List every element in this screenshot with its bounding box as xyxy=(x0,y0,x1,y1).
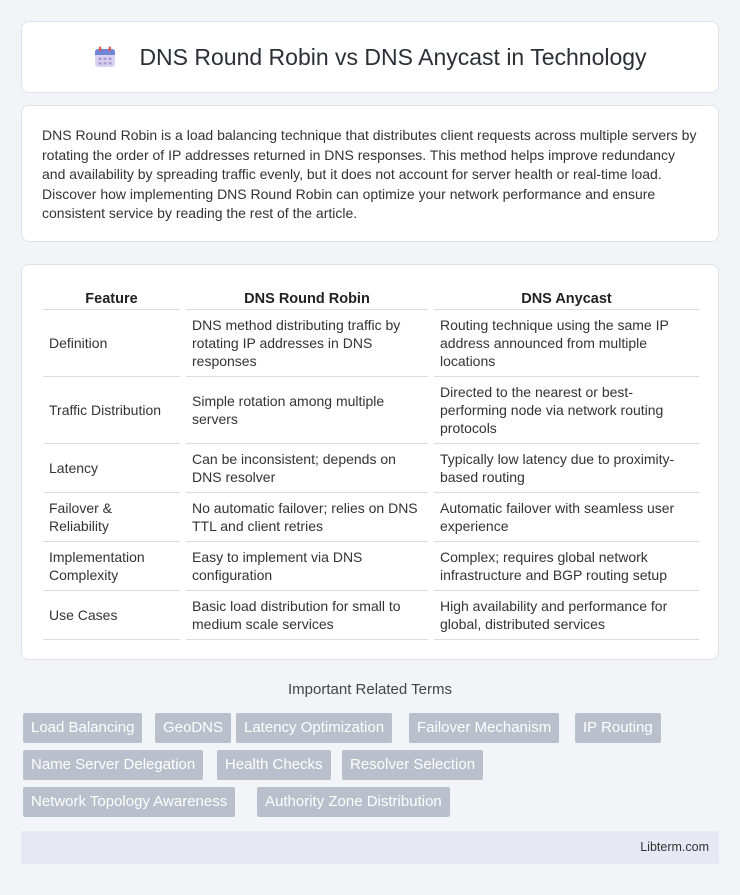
calendar-icon xyxy=(93,45,117,69)
table-row xyxy=(43,443,699,492)
cell-anycast: Automatic failover with seamless user experience xyxy=(434,492,699,541)
tag-network-topology-awareness[interactable]: Network Topology Awareness xyxy=(23,787,235,817)
cell-round-robin: DNS method distributing traffic by rotating IP addresses in DNS responses xyxy=(186,309,428,376)
header-feature: Feature xyxy=(43,285,180,309)
table-row xyxy=(43,492,699,541)
table-header-row xyxy=(43,285,699,309)
cell-round-robin: Basic load distribution for small to medium scale services xyxy=(186,590,428,639)
tag-name-server-delegation[interactable]: Name Server Delegation xyxy=(23,750,203,780)
cell-anycast: High availability and performance for global, distributed services xyxy=(434,590,699,639)
header-anycast: DNS Anycast xyxy=(434,285,699,309)
intro-text: DNS Round Robin is a load balancing technique that distributes client requests across multiple servers by rotating the order of IP addresses returned in DNS responses. This method helps improve redundancy and availability by spreading traffic evenly, but it does not account for server health or real-time load. Discover how implementing DNS Round Robin can optimize your network performance and ensure consistent service by reading the rest of the article. xyxy=(42,127,697,221)
page-title: DNS Round Robin vs DNS Anycast in Technology xyxy=(139,43,647,70)
cell-round-robin: No automatic failover; relies on DNS TTL and client retries xyxy=(186,492,428,541)
table-row xyxy=(43,376,699,443)
cell-round-robin: Simple rotation among multiple servers xyxy=(186,376,428,443)
related-terms-title: Important Related Terms xyxy=(288,681,452,698)
tag-failover-mechanism[interactable]: Failover Mechanism xyxy=(409,713,559,743)
cell-anycast: Complex; requires global network infrastructure and BGP routing setup xyxy=(434,541,699,590)
cell-feature: Use Cases xyxy=(43,590,180,639)
cell-feature: Implementation Complexity xyxy=(43,541,180,590)
cell-anycast: Typically low latency due to proximity-based routing xyxy=(434,443,699,492)
intro-card xyxy=(21,105,719,242)
table-row xyxy=(43,541,699,590)
footer-site-link[interactable]: Libterm.com xyxy=(640,840,709,854)
cell-round-robin: Easy to implement via DNS configuration xyxy=(186,541,428,590)
cell-feature: Latency xyxy=(43,443,180,492)
tag-latency-optimization[interactable]: Latency Optimization xyxy=(236,713,392,743)
tag-load-balancing[interactable]: Load Balancing xyxy=(23,713,142,743)
cell-round-robin: Can be inconsistent; depends on DNS resolver xyxy=(186,443,428,492)
cell-feature: Definition xyxy=(43,309,180,376)
cell-feature: Failover & Reliability xyxy=(43,492,180,541)
cell-feature: Traffic Distribution xyxy=(43,376,180,443)
cell-anycast: Routing technique using the same IP address announced from multiple locations xyxy=(434,309,699,376)
tag-authority-zone-distribution[interactable]: Authority Zone Distribution xyxy=(257,787,450,817)
table-row xyxy=(43,590,699,639)
comparison-table xyxy=(43,285,699,640)
title-card xyxy=(21,21,719,93)
table-row xyxy=(43,309,699,376)
comparison-card xyxy=(21,264,719,660)
tag-geodns[interactable]: GeoDNS xyxy=(155,713,231,743)
tag-health-checks[interactable]: Health Checks xyxy=(217,750,331,780)
cell-anycast: Directed to the nearest or best-performing node via network routing protocols xyxy=(434,376,699,443)
tag-resolver-selection[interactable]: Resolver Selection xyxy=(342,750,483,780)
header-round-robin: DNS Round Robin xyxy=(186,285,428,309)
footer xyxy=(21,831,719,864)
tag-ip-routing[interactable]: IP Routing xyxy=(575,713,661,743)
